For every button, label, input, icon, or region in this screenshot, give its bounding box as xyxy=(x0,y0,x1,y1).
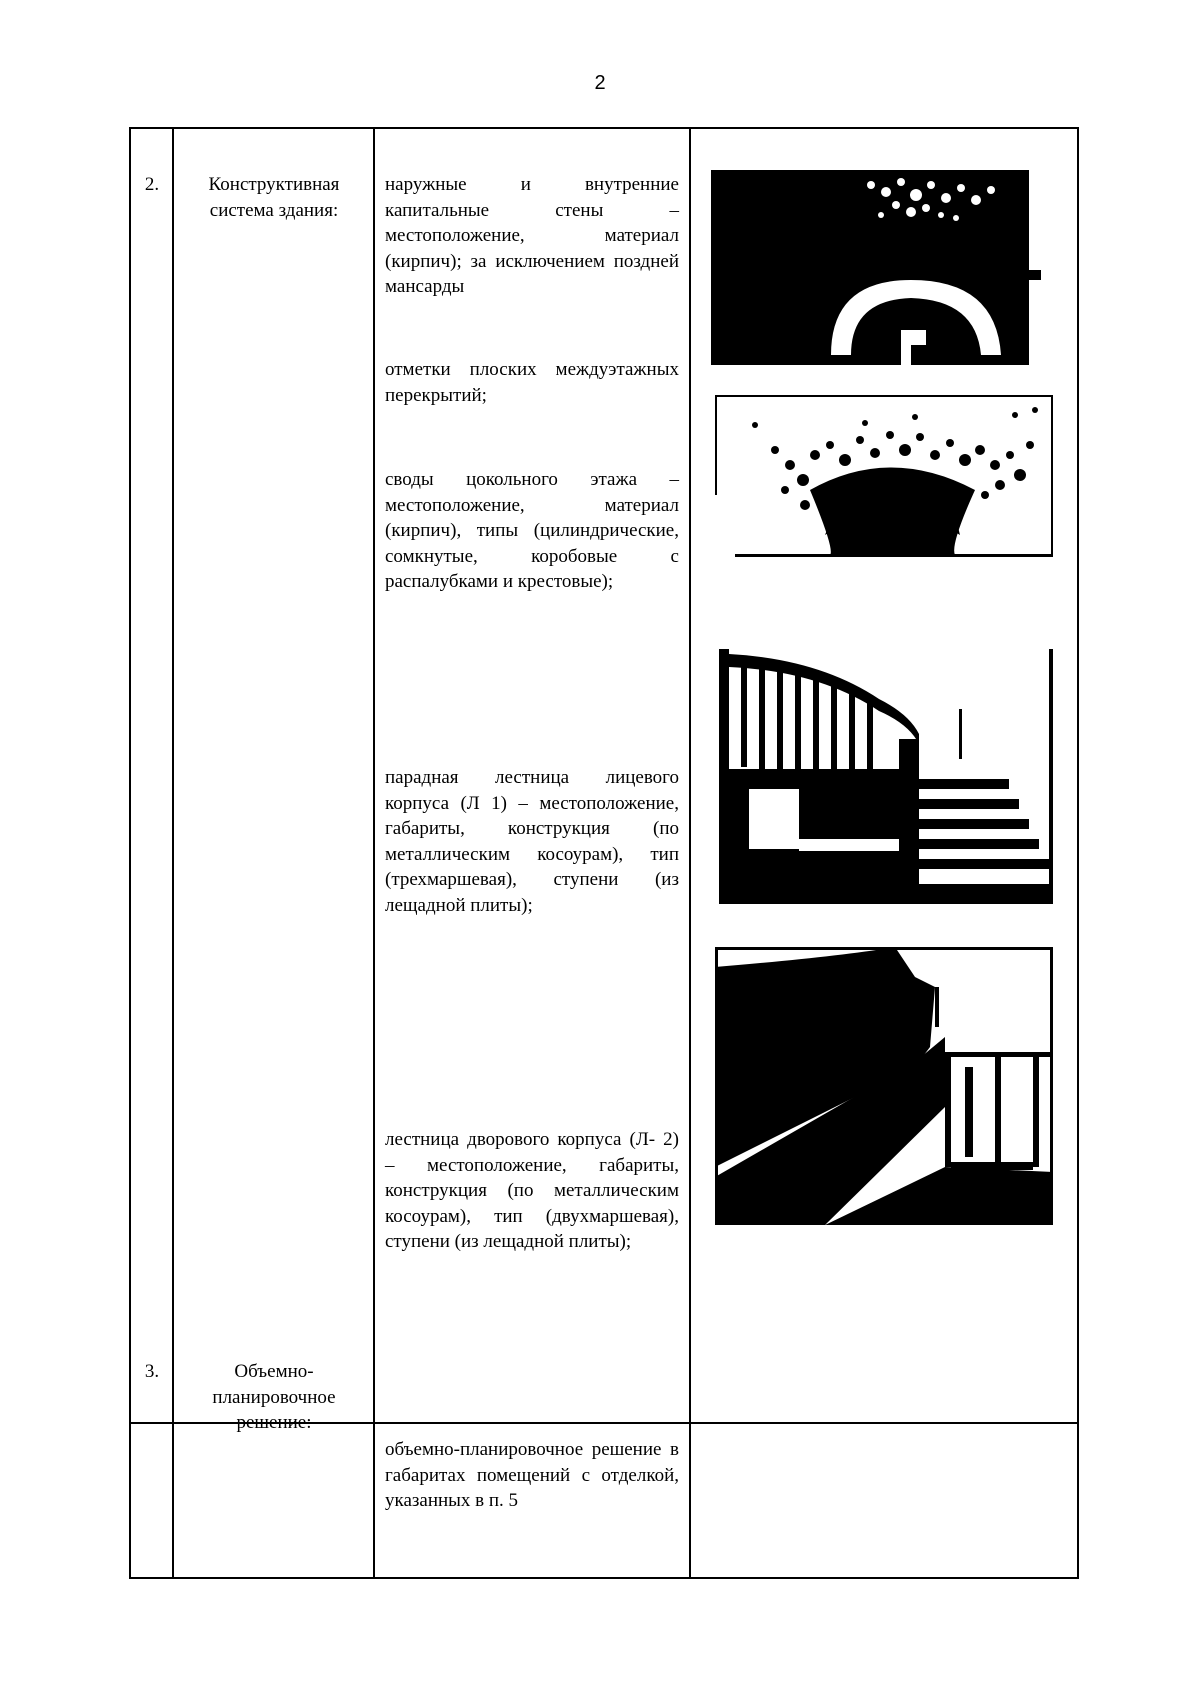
photo-vaulted-wall xyxy=(711,170,1053,365)
table-border-bottom xyxy=(129,1577,1079,1579)
row-number: 3. xyxy=(144,1361,160,1382)
page-number: 2 xyxy=(594,72,606,94)
column-divider-2 xyxy=(373,127,375,1579)
column-divider-3 xyxy=(689,127,691,1579)
row-name: Объемно-планировочное решение: xyxy=(212,1361,336,1433)
item-space-planning: объемно-планировочное решение в габаритах помещений с отделкой, указанных в п. 5 xyxy=(385,1439,679,1511)
row-name: Конструктивная система здания: xyxy=(208,174,340,221)
table-border-top xyxy=(129,127,1079,129)
table-border-left xyxy=(129,127,131,1579)
photo-basement-vault xyxy=(715,395,1053,557)
item-walls: наружные и внутренние капитальные стены – местоположение, материал (кирпич); за исключением поздней мансарды xyxy=(385,174,679,297)
photo-main-staircase xyxy=(719,649,1053,904)
protected-features-table xyxy=(129,127,1079,1579)
photo-courtyard-staircase xyxy=(715,947,1053,1225)
item-main-staircase: парадная лестница лицевого корпуса (Л 1) – местоположение, габариты, конструкция (по металлическим косоурам), тип (трехмаршевая), ступени (из лещадной плиты); xyxy=(385,767,679,916)
column-divider-1 xyxy=(172,127,174,1579)
item-floor-levels: отметки плоских междуэтажных перекрытий; xyxy=(385,359,679,406)
item-vaults: своды цокольного этажа – местоположение, материал (кирпич), типы (цилиндрические, сомкнутые, коробовые с распалубками и крестовые); xyxy=(385,469,679,592)
table-border-right xyxy=(1077,127,1079,1579)
item-courtyard-staircase: лестница дворового корпуса (Л- 2) – местоположение, габариты, конструкция (по металлическим косоурам), тип (двухмаршевая), ступени (из лещадной плиты); xyxy=(385,1129,679,1252)
row-number: 2. xyxy=(144,174,160,195)
